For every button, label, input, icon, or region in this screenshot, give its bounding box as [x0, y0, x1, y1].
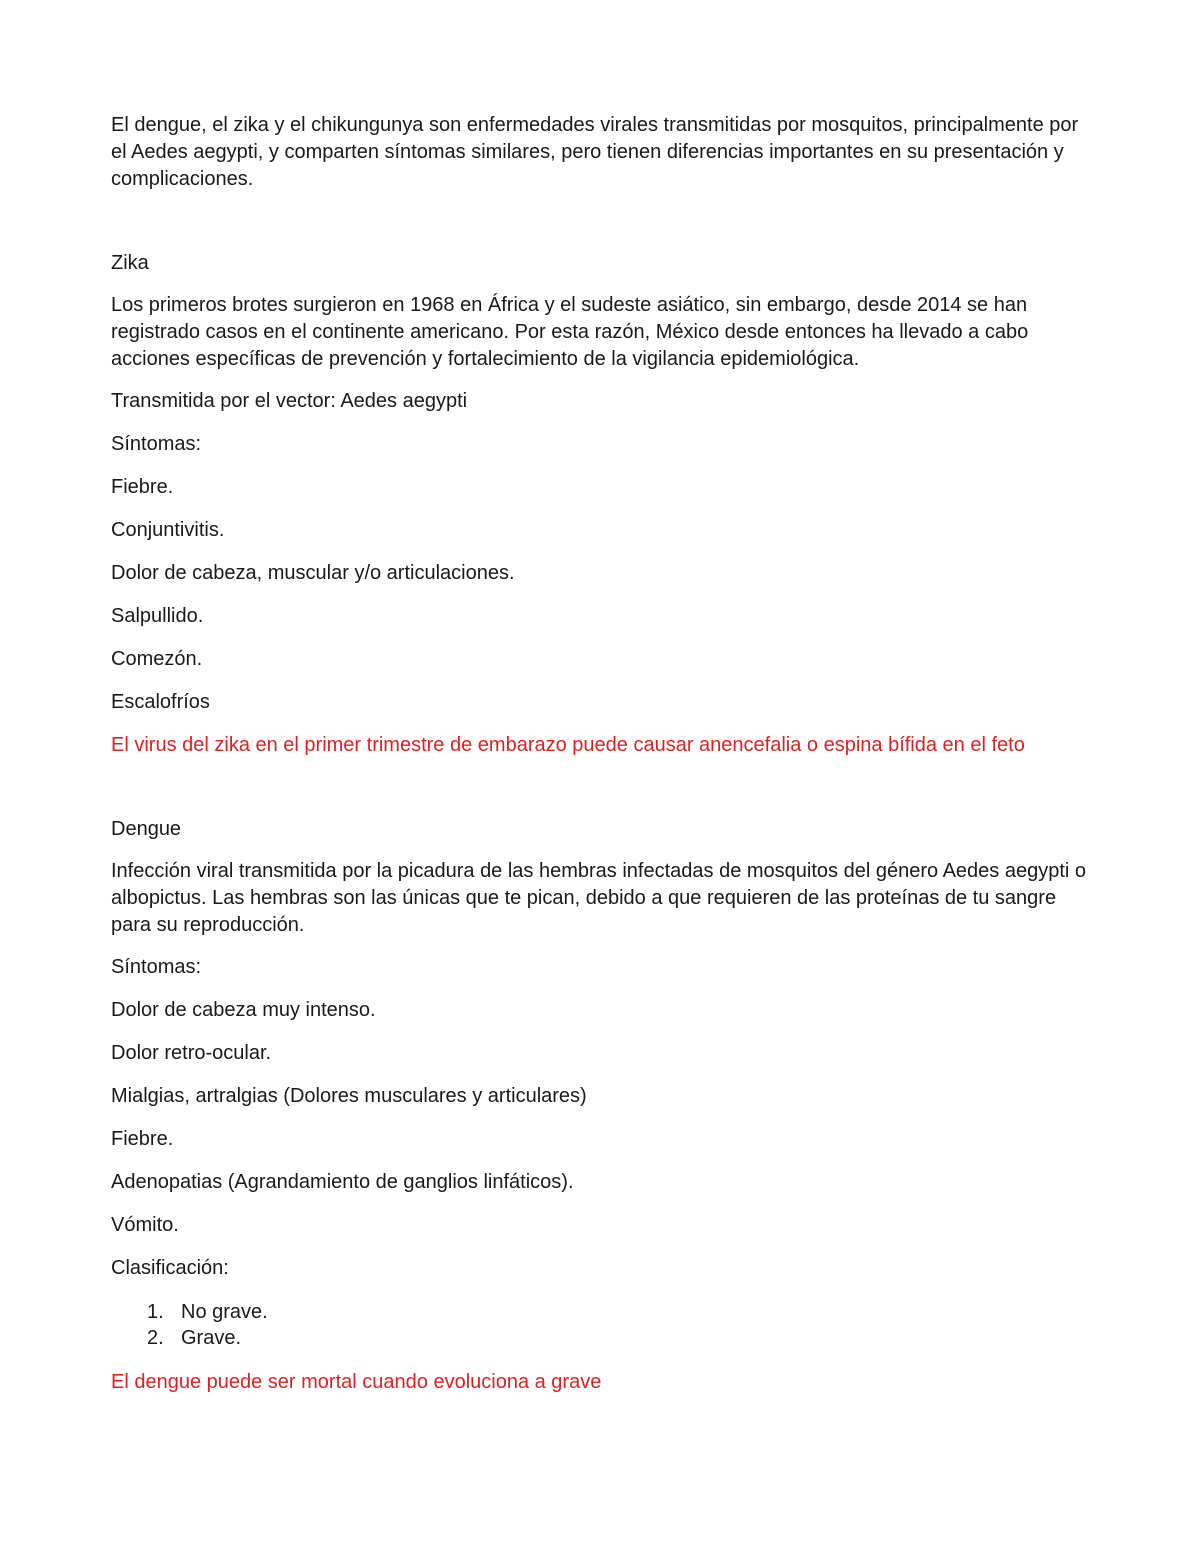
- dengue-symptoms-label: Síntomas:: [111, 956, 202, 978]
- classification-list: [111, 1299, 1091, 1351]
- dengue-heading: Dengue: [111, 818, 182, 840]
- dengue-description: Infección viral transmitida por la picadura de las hembras infectadas de mosquitos del género Aedes aegypti o albopictus. Las hembras son las únicas que te pican, debido a que requieren de las proteínas de tu sangre para su reproducción.: [111, 860, 1087, 936]
- zika-symptom-item: Fiebre.: [111, 476, 174, 498]
- dengue-symptom-item: Mialgias, artralgias (Dolores musculares y articulares): [111, 1085, 587, 1107]
- zika-symptom-item: Comezón.: [111, 648, 203, 670]
- intro-paragraph: El dengue, el zika y el chikungunya son enfermedades virales transmitidas por mosquitos, principalmente por el Aedes aegypti, y comparten síntomas similares, pero tienen diferencias importantes en su presentación y complicaciones.: [111, 114, 1079, 190]
- zika-description: Los primeros brotes surgieron en 1968 en África y el sudeste asiático, sin embargo, desde 2014 se han registrado casos en el continente americano. Por esta razón, México desde entonces ha llevado a cabo acciones específicas de prevención y fortalecimiento de la vigilancia epidemiológica.: [111, 294, 1029, 370]
- classification-item: [111, 1325, 1091, 1351]
- dengue-symptom-item: Dolor de cabeza muy intenso.: [111, 999, 376, 1021]
- classification-text: Grave.: [181, 1327, 242, 1349]
- dengue-symptom-item: Adenopatias (Agrandamiento de ganglios linfáticos).: [111, 1171, 574, 1193]
- zika-symptom-item: Escalofríos: [111, 691, 210, 713]
- dengue-symptom-item: Dolor retro-ocular.: [111, 1042, 272, 1064]
- dengue-warning: El dengue puede ser mortal cuando evoluciona a grave: [111, 1371, 602, 1393]
- dengue-classification-label: Clasificación:: [111, 1257, 229, 1279]
- document-page: [111, 112, 1091, 1396]
- classification-text: No grave.: [181, 1301, 268, 1323]
- zika-vector: Transmitida por el vector: Aedes aegypti: [111, 390, 468, 412]
- zika-symptoms-label: Síntomas:: [111, 433, 202, 455]
- classification-number: 1.: [147, 1301, 164, 1323]
- zika-symptom-item: Conjuntivitis.: [111, 519, 225, 541]
- dengue-symptom-item: Fiebre.: [111, 1128, 174, 1150]
- zika-heading: Zika: [111, 252, 149, 274]
- zika-symptom-item: Dolor de cabeza, muscular y/o articulaciones.: [111, 562, 515, 584]
- zika-warning: El virus del zika en el primer trimestre de embarazo puede causar anencefalia o espina bífida en el feto: [111, 734, 1025, 756]
- classification-item: [111, 1299, 1091, 1325]
- classification-number: 2.: [147, 1327, 164, 1349]
- dengue-symptom-item: Vómito.: [111, 1214, 179, 1236]
- zika-symptom-item: Salpullido.: [111, 605, 204, 627]
